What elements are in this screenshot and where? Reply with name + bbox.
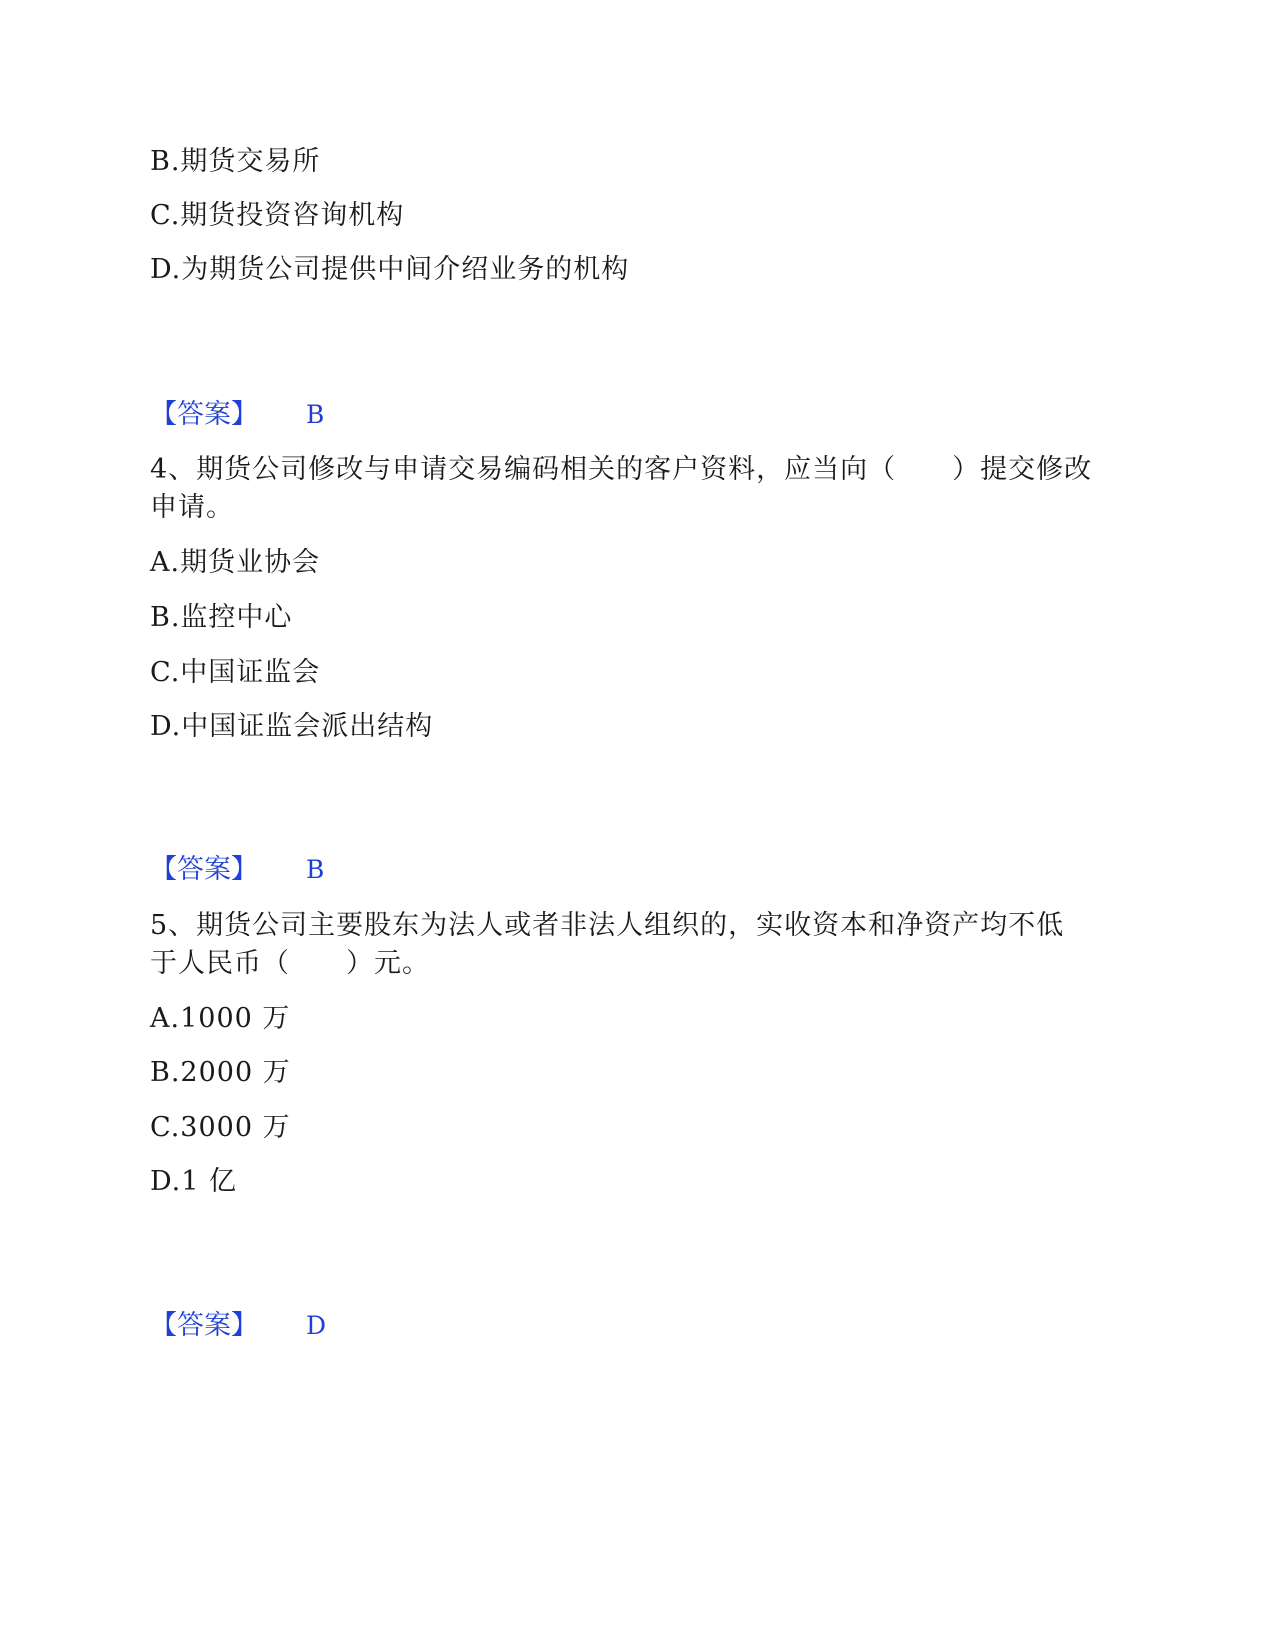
q5-option-c: C.3000 万 bbox=[150, 1112, 291, 1143]
q3-option-c: C.期货投资咨询机构 bbox=[150, 200, 405, 231]
q4-option-a: A.期货业协会 bbox=[150, 547, 321, 578]
q5-option-a: A.1000 万 bbox=[150, 1003, 291, 1034]
answer-letter: B bbox=[306, 855, 325, 884]
q5-stem-line2: 于人民币（ ）元。 bbox=[150, 948, 430, 979]
answer-letter: B bbox=[306, 400, 325, 429]
q3-option-b: B.期货交易所 bbox=[150, 146, 321, 177]
q4-option-d: D.中国证监会派出结构 bbox=[150, 711, 434, 742]
q3-option-d: D.为期货公司提供中间介绍业务的机构 bbox=[150, 254, 630, 285]
q4-option-c: C.中国证监会 bbox=[150, 657, 321, 688]
answer-label: 【答案】 bbox=[150, 399, 258, 430]
q4-stem-line1: 4、期货公司修改与申请交易编码相关的客户资料，应当向（ ）提交修改 bbox=[150, 454, 1093, 485]
q4-option-b: B.监控中心 bbox=[150, 602, 293, 633]
answer-label: 【答案】 bbox=[150, 1310, 258, 1341]
q4-answer bbox=[150, 852, 324, 888]
q3-answer bbox=[150, 397, 324, 433]
answer-letter: D bbox=[306, 1311, 327, 1340]
q5-option-d: D.1 亿 bbox=[150, 1166, 238, 1197]
q4-stem-line2: 申请。 bbox=[150, 492, 234, 523]
q5-option-b: B.2000 万 bbox=[150, 1057, 291, 1088]
answer-label: 【答案】 bbox=[150, 854, 258, 885]
q5-answer bbox=[150, 1308, 326, 1344]
q5-stem-line1: 5、期货公司主要股东为法人或者非法人组织的，实收资本和净资产均不低 bbox=[150, 910, 1065, 941]
